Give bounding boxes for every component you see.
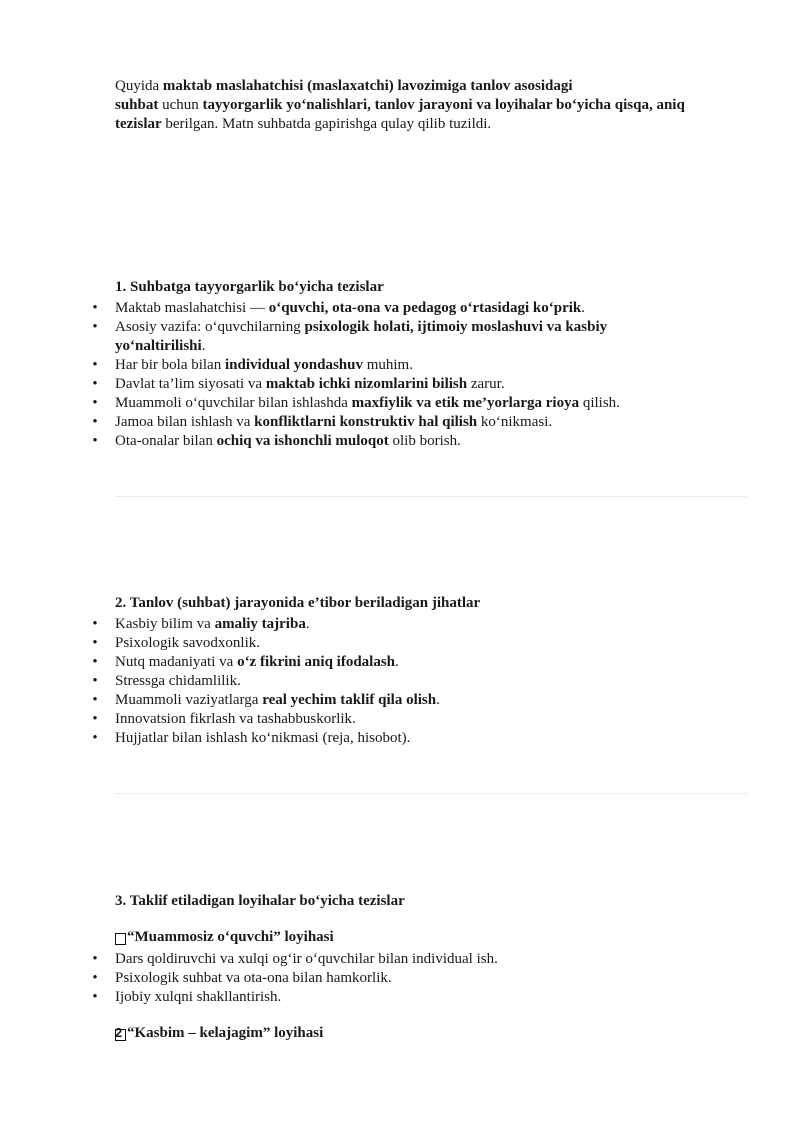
- intro-text: [115, 77, 745, 134]
- text-run: .: [581, 300, 586, 316]
- project-2-title: [115, 1024, 755, 1043]
- section-3: [92, 892, 755, 1046]
- bullet-icon: •: [92, 692, 98, 708]
- bullet-icon: •: [92, 616, 98, 632]
- section-2: [92, 594, 755, 748]
- list-item: [92, 394, 755, 413]
- bold-text: konfliktlarni konstruktiv hal qilish: [254, 414, 478, 430]
- bullet-icon: •: [92, 635, 98, 651]
- bold-text: real yechim taklif qila olish: [262, 692, 437, 708]
- text-run: Nutq madaniyati va: [115, 654, 238, 670]
- bold-text: maxfiylik va etik me’yorlarga rioya: [351, 395, 580, 411]
- numbered-box-icon: [115, 1024, 126, 1041]
- bold-text: maktab maslahatchisi (maslaxatchi) lavozimiga tanlov asosidagi: [162, 78, 573, 94]
- bullet-icon: •: [92, 711, 98, 727]
- section-1: [92, 278, 755, 451]
- bold-text: psixologik holati, ijtimoiy moslashuvi va kasbiy: [304, 319, 608, 335]
- bullet-icon: •: [92, 357, 98, 373]
- text-run: .: [201, 338, 206, 354]
- text-run: berilgan. Matn suhbatda gapirishga qulay qilib tuzildi.: [161, 116, 492, 132]
- bullet-icon: •: [92, 319, 98, 335]
- bullet-icon: •: [92, 654, 98, 670]
- text-run: Davlat ta’lim siyosati va: [115, 376, 266, 392]
- list-item: [92, 634, 755, 653]
- text-run: Jamoa bilan ishlash va: [115, 414, 255, 430]
- bullet-icon: •: [92, 730, 98, 746]
- list-item: [92, 729, 755, 748]
- section-2-list: [92, 615, 755, 748]
- bullet-icon: •: [92, 376, 98, 392]
- bullet-icon: •: [92, 951, 98, 967]
- bullet-icon: •: [92, 989, 98, 1005]
- checkbox-icon: [115, 933, 126, 945]
- text-run: Kasbiy bilim va: [115, 616, 215, 632]
- text-run: Quyida: [115, 78, 163, 94]
- bullet-icon: •: [92, 433, 98, 449]
- text-run: zarur.: [467, 376, 505, 392]
- list-item: [92, 356, 755, 375]
- bold-text: o‘z fikrini aniq ifodalash: [237, 654, 396, 670]
- list-item: [92, 299, 755, 318]
- text-run: qilish.: [579, 395, 620, 411]
- text-run: Asosiy vazifa: o‘quvchilarning: [115, 319, 305, 335]
- section-1-list: [92, 299, 755, 451]
- text-run: Har bir bola bilan: [115, 357, 225, 373]
- project-1-list: [92, 950, 755, 1007]
- list-item: [92, 375, 755, 394]
- text-run: Ijobiy xulqni shakllantirish.: [115, 989, 282, 1005]
- bold-text: suhbat: [115, 97, 159, 113]
- bold-text: tezislar: [115, 116, 162, 132]
- list-item: [92, 672, 755, 691]
- intro-paragraph: [115, 77, 745, 134]
- text-run: Innovatsion fikrlash va tashabbuskorlik.: [115, 711, 356, 727]
- text-run: .: [395, 654, 399, 670]
- list-item: [92, 988, 755, 1007]
- bold-text: maktab ichki nizomlarini bilish: [265, 376, 468, 392]
- divider-2: [115, 793, 747, 794]
- list-item: [92, 691, 755, 710]
- divider-1: [115, 496, 747, 497]
- bold-text: o‘quvchi, ota-ona va pedagog o‘rtasidagi ko‘prik: [268, 300, 582, 316]
- bold-text: individual yondashuv: [224, 357, 363, 373]
- text-run: Ota-onalar bilan: [115, 433, 217, 449]
- list-item: [92, 432, 755, 451]
- bullet-icon: •: [92, 395, 98, 411]
- bold-text: yo‘naltirilishi: [115, 338, 202, 354]
- list-item: [92, 653, 755, 672]
- text-run: Hujjatlar bilan ishlash ko‘nikmasi (reja, hisobot).: [115, 730, 411, 746]
- project-2-title-text: “Kasbim – kelajagim” loyihasi: [127, 1025, 324, 1041]
- text-run: Stressga chidamlilik.: [115, 673, 241, 689]
- text-run: Muammoli o‘quvchilar bilan ishlashda: [115, 395, 352, 411]
- list-item: [92, 950, 755, 969]
- section-1-title: 1. Suhbatga tayyorgarlik bo‘yicha tezislar: [115, 279, 384, 295]
- list-item: [92, 710, 755, 729]
- text-run: Psixologik savodxonlik.: [115, 635, 261, 651]
- list-item: [92, 969, 755, 988]
- bold-text: tayyorgarlik yo‘nalishlari, tanlov jarayoni va loyihalar bo‘yicha qisqa, aniq: [202, 97, 685, 113]
- list-item: [92, 615, 755, 634]
- text-run: .: [305, 616, 310, 632]
- numbered-box-digit: 2: [115, 1024, 123, 1040]
- text-run: .: [436, 692, 440, 708]
- text-run: Muammoli vaziyatlarga: [115, 692, 263, 708]
- text-run: olib borish.: [388, 433, 461, 449]
- section-3-title: 3. Taklif etiladigan loyihalar bo‘yicha tezislar: [115, 893, 405, 909]
- project-1-title: [115, 928, 755, 947]
- bullet-icon: •: [92, 970, 98, 986]
- bullet-icon: •: [92, 300, 98, 316]
- list-item: [92, 318, 755, 356]
- text-run: Maktab maslahatchisi —: [115, 300, 269, 316]
- bold-text: amaliy tajriba: [214, 616, 306, 632]
- text-run: ko‘nikmasi.: [477, 414, 553, 430]
- text-run: muhim.: [362, 357, 413, 373]
- bullet-icon: •: [92, 673, 98, 689]
- section-2-title: 2. Tanlov (suhbat) jarayonida e’tibor beriladigan jihatlar: [115, 595, 481, 611]
- text-run: Psixologik suhbat va ota-ona bilan hamkorlik.: [115, 970, 392, 986]
- project-1-title-text: “Muammosiz o‘quvchi” loyihasi: [127, 929, 334, 945]
- list-item: [92, 413, 755, 432]
- bullet-icon: •: [92, 414, 98, 430]
- bold-text: ochiq va ishonchli muloqot: [216, 433, 389, 449]
- text-run: Dars qoldiruvchi va xulqi og‘ir o‘quvchilar bilan individual ish.: [115, 951, 498, 967]
- text-run: uchun: [158, 97, 203, 113]
